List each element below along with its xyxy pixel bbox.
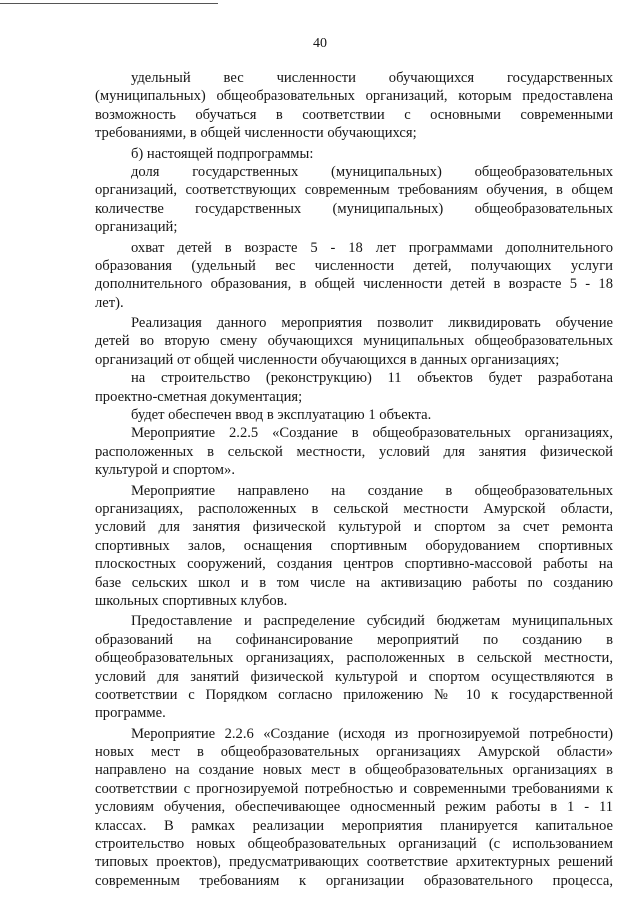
text-line: организаций, соответствующих современным требованиям обучения, в общем (95, 182, 613, 199)
text-line: (муниципальных) общеобразовательных организаций, которым предоставлена (95, 88, 613, 105)
text-line: расположенных в сельской местности, условий для занятия физической (95, 443, 613, 460)
text-line: будет обеспечен ввод в эксплуатацию 1 объекта. (131, 407, 432, 424)
text-line: соответствии с прогнозируемой потребностью и современными требованиями к (95, 780, 613, 797)
text-line: организаций; (95, 219, 178, 236)
text-line: базе сельских школ и в том числе на активизацию работы по созданию (95, 574, 613, 591)
scan-edge-line (0, 3, 218, 4)
text-line: лет). (95, 294, 124, 311)
text-line: Предоставление и распределение субсидий бюджетам муниципальных (131, 613, 613, 630)
text-line: охват детей в возрасте 5 - 18 лет программами дополнительного (131, 239, 613, 256)
text-line: спортивных залов, оснащения спортивным оборудованием спортивных (95, 537, 613, 554)
text-line: Мероприятие 2.2.6 «Создание (исходя из прогнозируемой потребности) (131, 725, 613, 742)
text-line: детей во вторую смену обучающихся муниципальных общеобразовательных (95, 333, 613, 350)
text-line: культурой и спортом». (95, 462, 235, 479)
text-line: требованиями, в общей численности обучающихся; (95, 125, 417, 142)
text-line: условий для занятия физической культурой и спортом за счет ремонта (95, 519, 613, 536)
page-number: 40 (313, 36, 327, 51)
text-line: организаций от общей численности обучающихся в данных организациях; (95, 351, 560, 368)
text-line: направлено на создание новых мест в общеобразовательных организациях в (95, 762, 613, 779)
document-body (95, 69, 613, 890)
text-line: современным требованиям к организации образовательного процесса, (95, 872, 613, 889)
text-line: школьных спортивных клубов. (95, 592, 288, 609)
text-line: условиям обучения, обеспечивающее односменный режим работы в 1 - 11 (95, 799, 613, 816)
text-line: программе. (95, 705, 166, 722)
text-line: Мероприятие 2.2.5 «Создание в общеобразовательных организациях, (131, 425, 613, 442)
text-line: Реализация данного мероприятия позволит ликвидировать обучение (131, 315, 613, 332)
text-line: организациях, расположенных в сельской местности Амурской области, (95, 500, 613, 517)
text-line: плоскостных сооружений, создания центров спортивно-массовой работы на (95, 556, 613, 573)
text-line: проектно-сметная документация; (95, 388, 303, 405)
text-line: новых мест в общеобразовательных организациях Амурской области» (95, 744, 613, 761)
text-line: образования (удельный вес численности детей, получающих услуги (95, 257, 613, 274)
text-line: Мероприятие направлено на создание в общеобразовательных (131, 482, 613, 499)
text-line: удельный вес численности обучающихся государственных (131, 70, 613, 86)
text-line: условий для занятий физической культурой и спортом осуществляются в (95, 668, 613, 685)
text-line: на строительство (реконструкцию) 11 объектов будет разработана (131, 370, 613, 387)
text-line: возможность обучаться в соответствии с основными современными (95, 106, 613, 123)
text-line: общеобразовательных организациях, расположенных в сельской местности, (95, 650, 613, 667)
text-line: классах. В рамках реализации мероприятия планируется капитальное (95, 817, 613, 834)
text-line: соответствии с Порядком согласно приложению № 10 к государственной (95, 686, 613, 703)
text-line: количестве государственных (муниципальных) общеобразовательных (95, 200, 613, 217)
text-line: дополнительного образования, в общей численности детей в возрасте 5 - 18 (95, 276, 613, 293)
text-line: строительство новых общеобразовательных организаций (с использованием (95, 836, 613, 853)
text-line: доля государственных (муниципальных) общеобразовательных (131, 163, 613, 180)
text-line: типовых проектов), предусматривающих соответствие архитектурных решений (95, 854, 613, 871)
text-line: образований на софинансирование мероприятий по созданию в (95, 631, 613, 648)
text-line: б) настоящей подпрограммы: (131, 145, 314, 162)
